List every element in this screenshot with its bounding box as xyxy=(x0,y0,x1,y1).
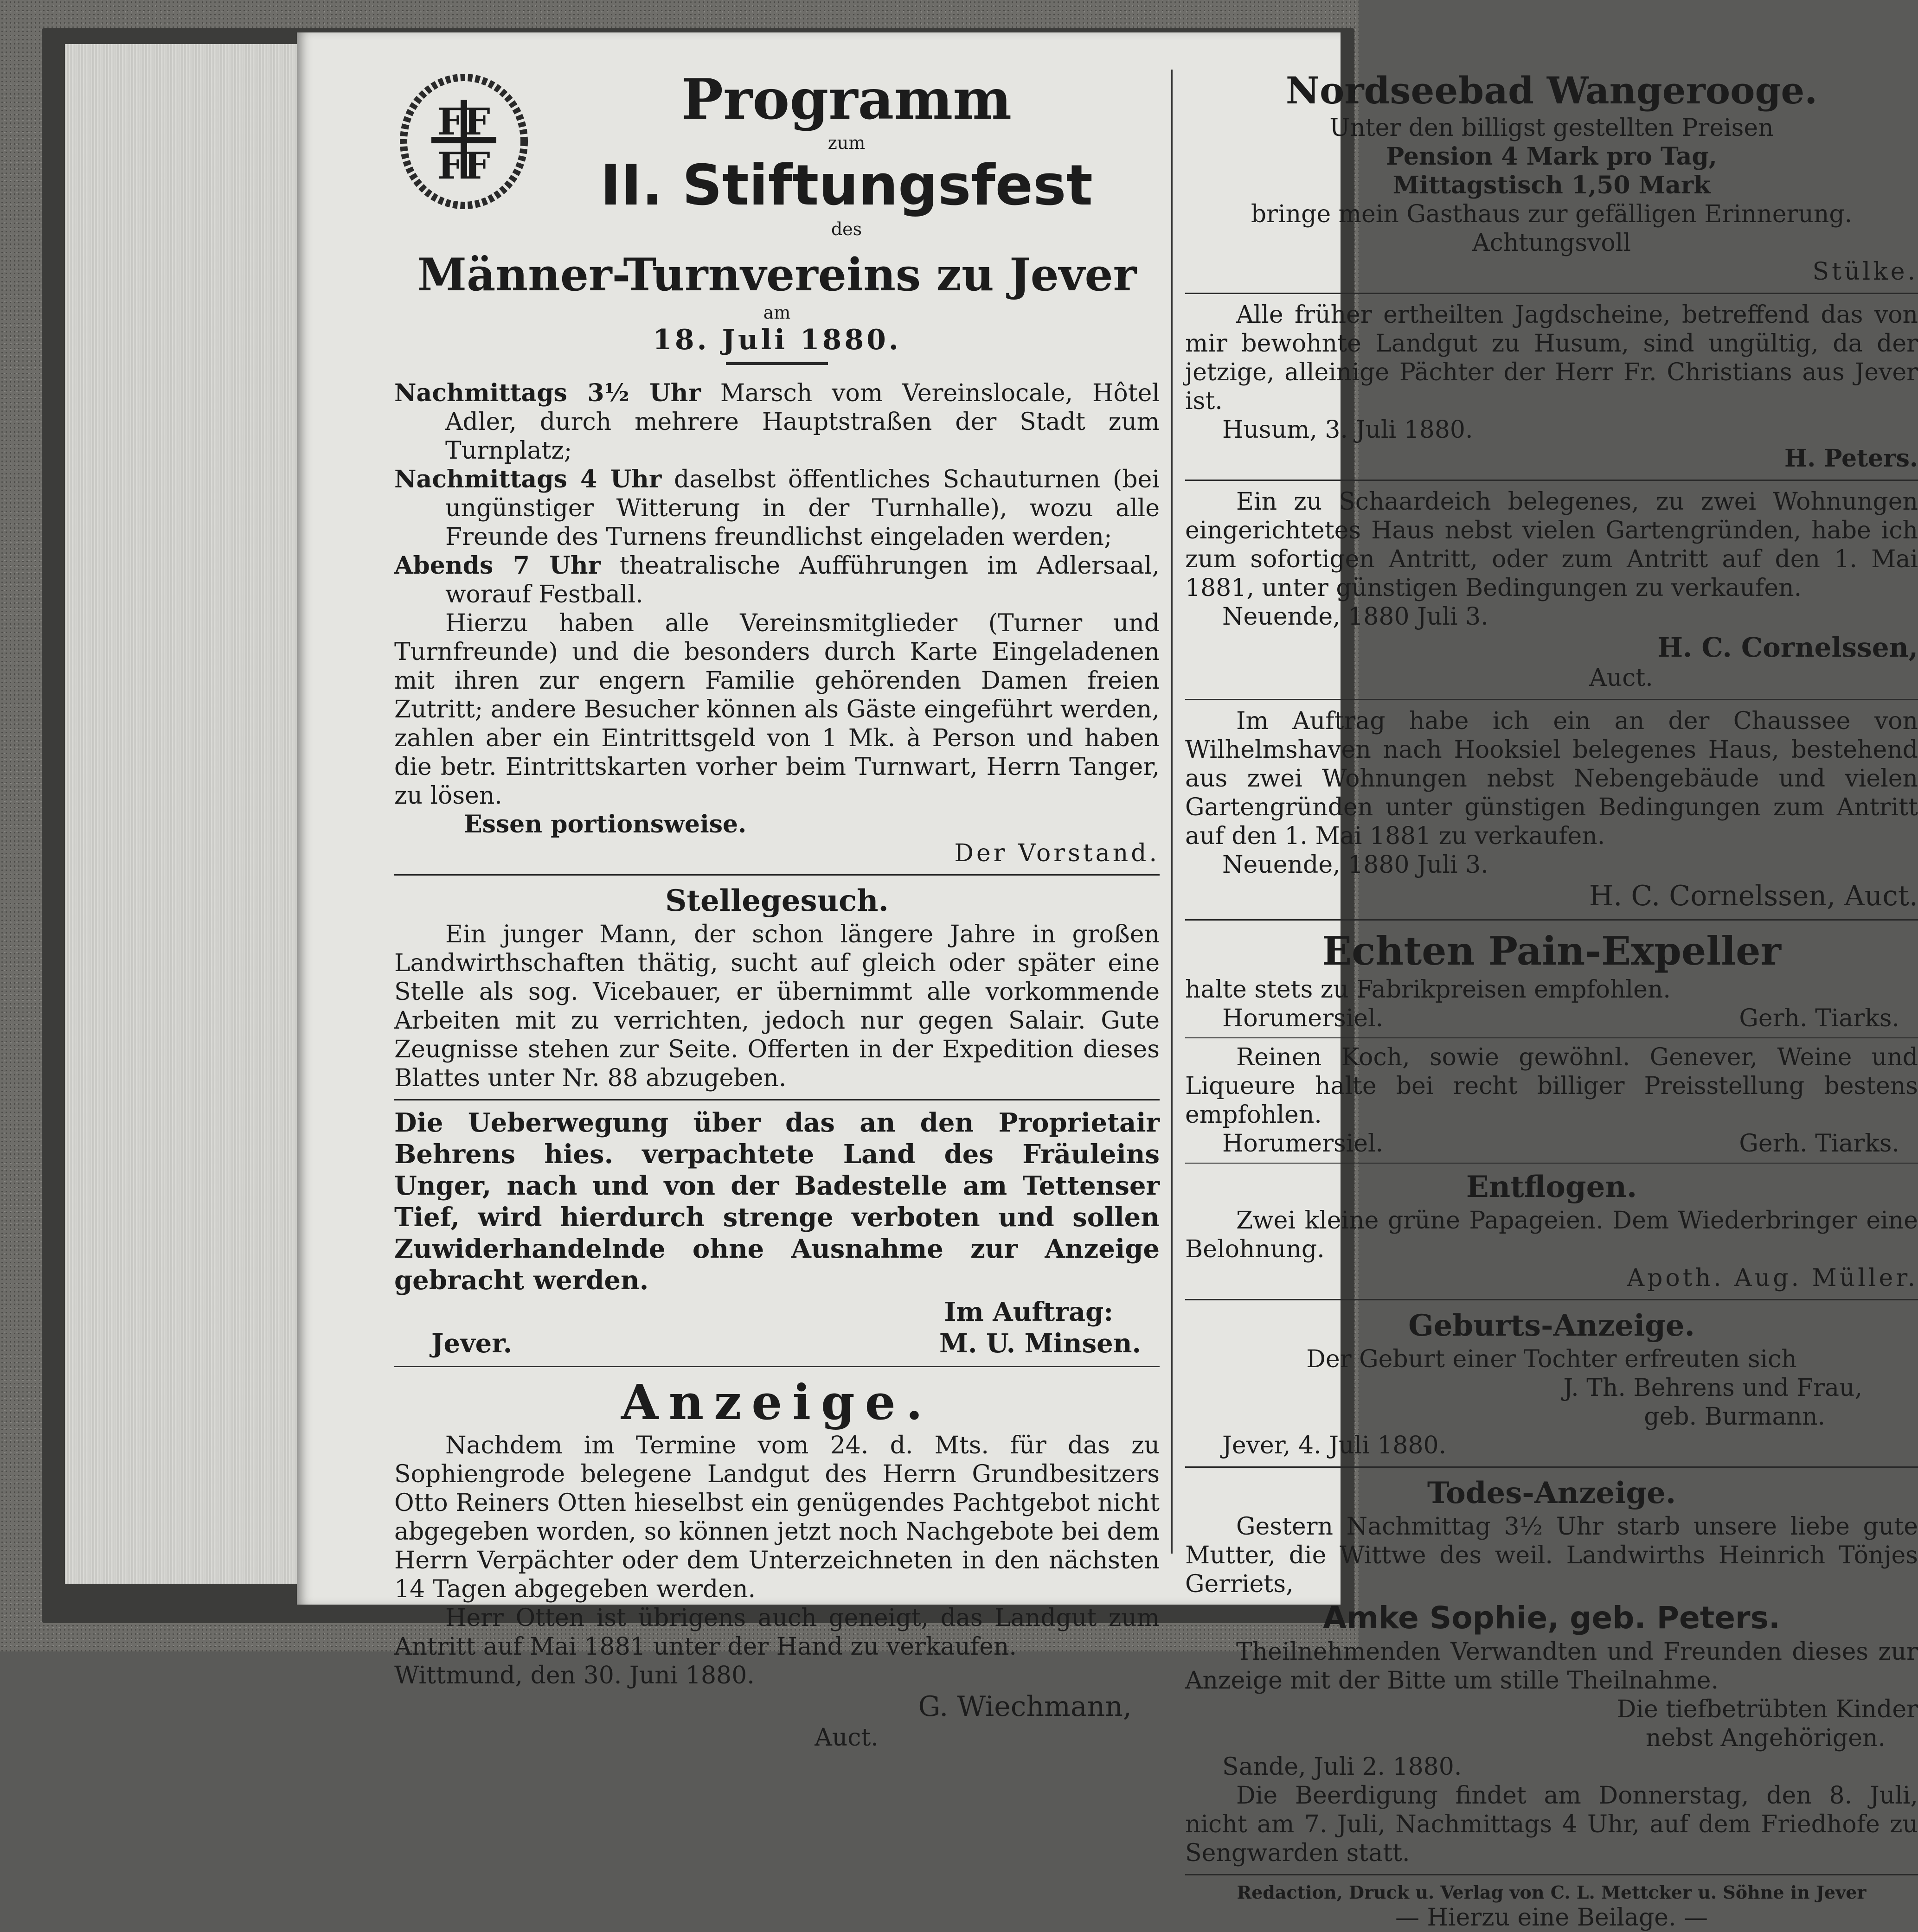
programm-item: Nachmittags 4 Uhr daselbst öffentliches Schauturnen (bei ungünstiger Witterung in der Turnhalle), wozu alle Freunde des Turnens freundlichst eingeladen werden; xyxy=(394,465,1160,551)
ad-separator xyxy=(1185,480,1918,481)
right-column xyxy=(1185,67,1918,1932)
entflogen-title: Entflogen. xyxy=(1466,1170,1637,1204)
nordseebad-line: Mittagstisch 1,50 Mark xyxy=(1392,171,1711,199)
todes-text-2: Theilnehmenden Verwandten und Freunden dieses zur Anzeige mit der Bitte um stille Theilnahme. xyxy=(1185,1638,1918,1695)
ueberwegung-signature: M. U. Minsen. xyxy=(939,1328,1141,1359)
svg-text:FF: FF xyxy=(437,100,490,143)
todes-text: Gestern Nachmittag 3½ Uhr starb unsere liebe gute Mutter, die Wittwe des weil. Landwirths Heinrich Tönjes Gerriets, xyxy=(1185,1513,1918,1598)
programm-item: Abends 7 Uhr theatralische Aufführungen im Adlersaal, worauf Festball. xyxy=(394,551,1160,608)
ad-separator xyxy=(1185,1874,1918,1875)
todes-text-3: Die Beerdigung findet am Donnerstag, den 8. Juli, nicht am 7. Juli, Nachmittags 4 Uhr, auf dem Friedhofe zu Sengwarden statt. xyxy=(1185,1782,1918,1867)
ueberwegung-ad xyxy=(394,1107,1160,1359)
programm-date: 18. Juli 1880. xyxy=(653,324,901,356)
todes-anzeige xyxy=(1185,1474,1918,1868)
nordseebad-line: bringe mein Gasthaus zur gefälligen Erinnerung. xyxy=(1251,200,1853,228)
ueberwegung-text: Die Ueberwegung über das an den Proprietair Behrens hies. verpachtete Land des Fräuleins Unger, nach und von der Badestelle am Tettenser Tief, wird hierdurch strenge verboten und sollen Zuwiderhandelnde ohne Ausnahme zur Anzeige gebracht werden. xyxy=(394,1107,1160,1296)
todes-title: Todes-Anzeige. xyxy=(1427,1476,1676,1510)
anzeige-title: Anzeige. xyxy=(621,1374,933,1431)
programm-ad xyxy=(394,67,1160,868)
programm-zum: zum xyxy=(827,133,866,153)
ad-separator xyxy=(1185,293,1918,294)
entflogen-ad xyxy=(1185,1168,1918,1292)
entflogen-signature: Apoth. Aug. Müller. xyxy=(1627,1264,1918,1292)
ad-separator xyxy=(1185,1163,1918,1164)
koch-ad xyxy=(1185,1043,1918,1158)
nordseebad-signature: Stülke. xyxy=(1812,258,1918,286)
schaardeich-signature: H. C. Cornelssen, xyxy=(1657,632,1918,663)
page-stack-edges xyxy=(65,44,306,1584)
todes-date: Sande, Juli 2. 1880. xyxy=(1222,1753,1462,1781)
stellegesuch-ad xyxy=(394,882,1160,1093)
programm-item: Nachmittags 3½ Uhr Marsch vom Vereinslocale, Hôtel Adler, durch mehrere Hauptstraßen der Stadt zum Turnplatz; xyxy=(394,379,1160,465)
chaussee-date: Neuende, 1880 Juli 3. xyxy=(1222,851,1488,879)
programm-des: des xyxy=(831,219,862,239)
turnverein-emblem-icon xyxy=(394,72,533,211)
nordseebad-line: Pension 4 Mark pro Tag, xyxy=(1386,142,1717,171)
nordseebad-ad xyxy=(1185,67,1918,286)
chaussee-ad xyxy=(1185,707,1918,913)
programm-ornament xyxy=(726,362,828,365)
nordseebad-title: Nordseebad Wangerooge. xyxy=(1285,69,1818,112)
koch-text: Reinen Koch, sowie gewöhnl. Genever, Weine und Liqueure halte bei recht billiger Preisstellung bestens empfohlen. xyxy=(1185,1043,1918,1129)
nordseebad-line: Unter den billigst gestellten Preisen xyxy=(1329,114,1774,142)
imprint: Redaction, Druck u. Verlag von C. L. Mettcker u. Söhne in Jever xyxy=(1237,1882,1867,1903)
programm-paragraph: Hierzu haben alle Vereinsmitglieder (Turner und Turnfreunde) und die besonders durch Karte Eingeladenen mit ihren zur engern Familie gehörenden Damen freien Zutritt; andere Besucher können als Gäste eingeführt werden, zahlen aber ein Eintrittsgeld von 1 Mk. à Person und haben die betr. Eintrittskarten vorher beim Turnwart, Herrn Tanger, zu lösen. xyxy=(394,609,1160,810)
pain-expeller-text: halte stets zu Fabrikpreisen empfohlen. xyxy=(1185,976,1671,1004)
geburts-date: Jever, 4. Juli 1880. xyxy=(1222,1432,1447,1459)
todes-signature-2: nebst Angehörigen. xyxy=(1645,1724,1886,1752)
stellegesuch-title: Stellegesuch. xyxy=(665,883,889,918)
ad-separator xyxy=(394,1099,1160,1100)
ad-separator xyxy=(1185,1466,1918,1468)
schaardeich-ad xyxy=(1185,487,1918,692)
newspaper-page xyxy=(297,32,1918,1932)
pain-expeller-ad xyxy=(1185,927,1918,1033)
programm-verein: Männer-Turnvereins zu Jever xyxy=(417,249,1137,301)
anzeige-paragraph-2: Herr Otten ist übrigens auch geneigt, das Landgut zum Antritt auf Mai 1881 unter der Hand zu verkaufen. xyxy=(394,1604,1160,1661)
ad-separator xyxy=(1185,699,1918,700)
geburts-anzeige xyxy=(1185,1307,1918,1460)
ad-separator xyxy=(1185,919,1918,921)
ueberwegung-auftrag: Im Auftrag: xyxy=(944,1297,1113,1327)
svg-text:FF: FF xyxy=(437,144,490,187)
todes-name: Amke Sophie, geb. Peters. xyxy=(1323,1600,1780,1636)
pain-expeller-place: Horumersiel. xyxy=(1222,1004,1384,1032)
programm-title: Programm xyxy=(681,67,1012,132)
geburts-line: geb. Burmann. xyxy=(1644,1403,1825,1431)
jagdschein-signature: H. Peters. xyxy=(1784,444,1918,473)
anzeige-date: Wittmund, den 30. Juni 1880. xyxy=(394,1662,755,1689)
stellegesuch-text: Ein junger Mann, der schon längere Jahre in großen Landwirthschaften thätig, sucht auf gleich oder später eine Stelle als sog. Vicebauer, er übernimmt alle vorkommende Arbeiten mit zu verrichten, jedoch nur gegen Salair. Gute Zeugnisse stehen zur Seite. Offerten in der Expedition dieses Blattes unter Nr. 88 abzugeben. xyxy=(394,921,1160,1092)
pain-expeller-signature: Gerh. Tiarks. xyxy=(1739,1004,1899,1032)
schaardeich-date: Neuende, 1880 Juli 3. xyxy=(1222,603,1488,631)
ad-separator xyxy=(394,874,1160,876)
jagdschein-ad xyxy=(1185,301,1918,473)
ad-separator xyxy=(1185,1037,1918,1038)
programm-fest: II. Stiftungsfest xyxy=(600,154,1093,218)
programm-signature: Der Vorstand. xyxy=(954,839,1160,867)
anzeige-signature: G. Wiechmann, xyxy=(918,1690,1132,1723)
geburts-line: J. Th. Behrens und Frau, xyxy=(1563,1374,1862,1402)
ad-separator xyxy=(1185,1299,1918,1300)
pain-expeller-title: Echten Pain-Expeller xyxy=(1322,928,1781,974)
left-column xyxy=(394,67,1160,1752)
ueberwegung-place: Jever. xyxy=(431,1328,513,1359)
koch-place: Horumersiel. xyxy=(1222,1130,1384,1158)
chaussee-text: Im Auftrag habe ich ein an der Chaussee von Wilhelmshaven nach Hooksiel belegenes Haus, bestehend aus zwei Wohnungen nebst Nebengebäude und vielen Gartengründen unter günstigen Bedingungen zum Antritt auf den 1. Mai 1881 zu verkaufen. xyxy=(1185,707,1918,850)
column-divider xyxy=(1171,70,1173,1554)
anzeige-paragraph-1: Nachdem im Termine vom 24. d. Mts. für das zu Sophiengrode belegene Landgut des Herrn Grundbesitzers Otto Reiners Otten hieselbst ein genügendes Pachtgebot nicht abgegeben worden, so können jetzt noch Nachgebote bei dem Herrn Verpächter oder dem Unterzeichneten in den nächsten 14 Tagen abgegeben werden. xyxy=(394,1432,1160,1603)
geburts-line: Der Geburt einer Tochter erfreuten sich xyxy=(1306,1345,1797,1373)
schaardeich-role: Auct. xyxy=(1589,664,1653,692)
programm-essen: Essen portionsweise. xyxy=(464,810,747,838)
beilage-note: — Hierzu eine Beilage. — xyxy=(1395,1904,1708,1932)
schaardeich-text: Ein zu Schaardeich belegenes, zu zwei Wohnungen eingerichtetes Haus nebst vielen Gartengründen, habe ich zum sofortigen Antritt, oder zum Antritt auf den 1. Mai 1881, unter günstigen Bedingungen zu verkaufen. xyxy=(1185,488,1918,602)
jagdschein-date: Husum, 3. Juli 1880. xyxy=(1222,416,1473,444)
todes-signature-1: Die tiefbetrübten Kinder xyxy=(1617,1695,1918,1723)
anzeige-ad xyxy=(394,1374,1160,1752)
koch-signature: Gerh. Tiarks. xyxy=(1739,1130,1899,1158)
nordseebad-line: Achtungsvoll xyxy=(1472,229,1631,257)
chaussee-signature: H. C. Cornelssen, Auct. xyxy=(1589,880,1918,912)
entflogen-text: Zwei kleine grüne Papageien. Dem Wiederbringer eine Belohnung. xyxy=(1185,1207,1918,1263)
geburts-title: Geburts-Anzeige. xyxy=(1408,1308,1695,1343)
jagdschein-text: Alle früher ertheilten Jagdscheine, betreffend das von mir bewohnte Landgut zu Husum, sind ungültig, da der jetzige, alleinige Pächter der Herr Fr. Christians aus Jever ist. xyxy=(1185,301,1918,415)
anzeige-role: Auct. xyxy=(815,1724,879,1752)
ad-separator xyxy=(394,1366,1160,1367)
programm-am: am xyxy=(763,302,791,323)
